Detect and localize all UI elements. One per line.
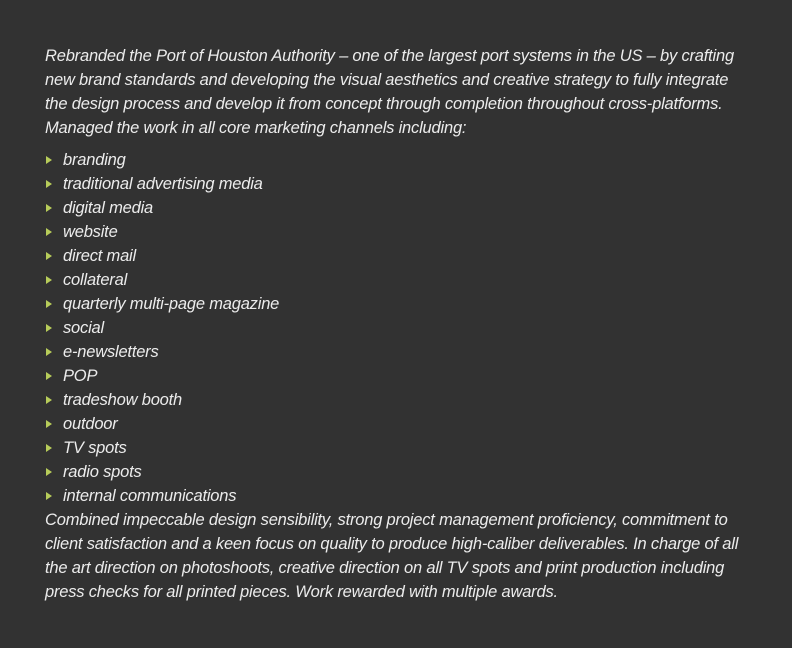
list-item-label: outdoor: [63, 415, 118, 433]
list-item: [45, 436, 747, 460]
list-item-label: collateral: [63, 271, 128, 289]
list-item: [45, 364, 747, 388]
triangle-bullet-icon: [46, 276, 52, 284]
triangle-bullet-icon: [46, 252, 52, 260]
list-item-label: radio spots: [63, 463, 142, 481]
list-item-label: TV spots: [63, 439, 127, 457]
intro-paragraph: Rebranded the Port of Houston Authority – one of the largest port systems in the US – by crafting new brand standards and developing the visual aesthetics and creative strategy to fully integrate the design process and develop it from concept through completion throughout cross-platforms. Managed the work in all core marketing channels including:: [45, 47, 734, 137]
triangle-bullet-icon: [46, 300, 52, 308]
triangle-bullet-icon: [46, 372, 52, 380]
triangle-bullet-icon: [46, 444, 52, 452]
list-item-label: digital media: [63, 199, 154, 217]
list-item: [45, 220, 747, 244]
triangle-bullet-icon: [46, 396, 52, 404]
list-item-label: direct mail: [63, 247, 136, 265]
channels-list: [45, 148, 747, 508]
triangle-bullet-icon: [46, 420, 52, 428]
list-item: [45, 460, 747, 484]
list-item: [45, 292, 747, 316]
list-item: [45, 268, 747, 292]
triangle-bullet-icon: [46, 204, 52, 212]
list-item: [45, 148, 747, 172]
list-item: [45, 412, 747, 436]
outro-paragraph: Combined impeccable design sensibility, strong project management proficiency, commitment to client satisfaction and a keen focus on quality to produce high-caliber deliverables. In charge of all the art direction on photoshoots, creative direction on all TV spots and print production including press checks for all printed pieces. Work rewarded with multiple awards.: [45, 511, 739, 601]
list-item-label: tradeshow booth: [63, 391, 183, 409]
list-item: [45, 172, 747, 196]
list-item: [45, 316, 747, 340]
triangle-bullet-icon: [46, 348, 52, 356]
triangle-bullet-icon: [46, 492, 52, 500]
triangle-bullet-icon: [46, 156, 52, 164]
list-item-label: quarterly multi-page magazine: [63, 295, 280, 313]
list-item-label: social: [63, 319, 104, 337]
triangle-bullet-icon: [46, 324, 52, 332]
list-item-label: internal communications: [63, 487, 237, 505]
list-item-label: branding: [63, 151, 126, 169]
list-item: [45, 340, 747, 364]
list-item: [45, 388, 747, 412]
list-item-label: POP: [63, 367, 98, 385]
triangle-bullet-icon: [46, 228, 52, 236]
description-block: [45, 44, 747, 604]
list-item: [45, 484, 747, 508]
triangle-bullet-icon: [46, 180, 52, 188]
list-item-label: e-newsletters: [63, 343, 159, 361]
list-item: [45, 196, 747, 220]
list-item-label: website: [63, 223, 118, 241]
list-item-label: traditional advertising media: [63, 175, 263, 193]
list-item: [45, 244, 747, 268]
triangle-bullet-icon: [46, 468, 52, 476]
